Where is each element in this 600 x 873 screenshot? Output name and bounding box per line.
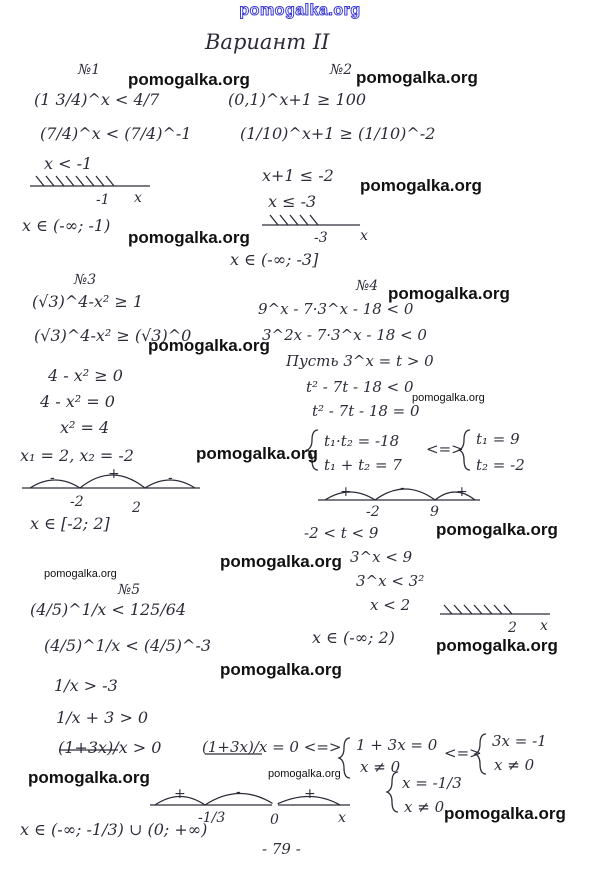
p3-line-2: (√3)^4-x² ≥ (√3)^0 [34,326,192,345]
p4-axis: x [540,618,548,634]
watermark: pomogalka.org [268,768,341,780]
p4-line-3: Пусть 3^x = t > 0 [286,352,434,370]
p4-equiv: <=> [426,440,464,458]
p1-hatching [36,176,114,186]
p3-point-right: 2 [132,500,141,516]
p2-line-4: x ≤ -3 [268,192,317,211]
watermark: pomogalka.org [128,70,250,89]
p2-label: №2 [330,62,353,78]
p3-point-left: -2 [70,494,84,510]
p5-system-4: x ≠ 0 [494,756,535,774]
p4-line-4: t² - 7t - 18 < 0 [306,378,414,396]
p1-line-1: (1 3/4)^x < 4/7 [34,90,160,109]
watermark: pomogalka.org [220,552,342,571]
p5-sign-2: - [236,784,241,800]
p3-line-1: (√3)^4-x² ≥ 1 [32,292,144,311]
p1-axis: x [134,190,142,206]
p1-line-2: (7/4)^x < (7/4)^-1 [40,124,192,143]
p4-sign-2: - [400,480,405,496]
p4-line-2: 3^2x - 7·3^x - 18 < 0 [262,326,427,344]
p2-hatching [270,215,318,225]
p4-root-2: t₂ = -2 [476,456,525,474]
p4-point: 2 [508,620,517,636]
p5-sign-1: + [174,786,186,802]
p5-axis: x [338,810,346,826]
p3-sign-1: - [50,470,55,486]
p5-system-2: x ≠ 0 [360,758,401,776]
p3-sign-3: - [168,470,173,486]
p5-system-6: x ≠ 0 [404,798,445,816]
p4-answer: x ∈ (-∞; 2) [312,628,395,647]
p4-line-5: t² - 7t - 18 = 0 [312,402,420,420]
p5-line-3: 1/x > -3 [54,676,118,695]
watermark: pomogalka.org [148,336,270,355]
p5-point-right: 0 [270,812,279,828]
p3-label: №3 [74,272,97,288]
p4-point-left: -2 [366,504,380,520]
p4-system-2: t₁ + t₂ = 7 [324,456,402,474]
p5-system-1: 1 + 3x = 0 [356,736,438,754]
p5-line-1: (4/5)^1/x < 125/64 [30,600,187,619]
header-watermark: pomogalka.org [239,2,361,19]
p1-label: №1 [78,62,101,78]
watermark: pomogalka.org [220,660,342,679]
p4-line-8: 3^x < 3² [356,572,425,590]
p5-line-5: (1+3x)/x > 0 [58,738,162,757]
watermark: pomogalka.org [436,520,558,539]
p5-system-3: 3x = -1 [492,732,547,750]
p5-line-6: (1+3x)/x = 0 <=> [202,738,342,756]
p3-line-3: 4 - x² ≥ 0 [48,366,123,385]
p3-sign-2: + [108,466,120,482]
page-number: - 79 - [262,840,301,858]
watermark: pomogalka.org [44,568,117,580]
p5-system-5: x = -1/3 [402,774,462,792]
watermark: pomogalka.org [444,804,566,823]
p4-label: №4 [356,278,379,294]
watermark: pomogalka.org [196,444,318,463]
watermark: pomogalka.org [360,176,482,195]
p4-point-right: 9 [430,504,439,520]
p4-sign-1: + [340,484,352,500]
p1-line-3: x < -1 [44,154,93,173]
p4-system-1: t₁·t₂ = -18 [324,432,400,450]
variant-title: Вариант II [205,30,330,54]
watermark: pomogalka.org [128,228,250,247]
p2-axis: x [360,228,368,244]
p5-line-4: 1/x + 3 > 0 [56,708,149,727]
p4-line-9: x < 2 [370,596,411,614]
p3-answer: x ∈ [-2; 2] [30,514,110,533]
p5-equiv: <=> [444,744,482,762]
watermark: pomogalka.org [388,284,510,303]
watermark: pomogalka.org [356,68,478,87]
p4-line-1: 9^x - 7·3^x - 18 < 0 [258,300,414,318]
watermark: pomogalka.org [412,392,485,404]
p2-line-3: x+1 ≤ -2 [262,166,334,185]
p2-line-2: (1/10)^x+1 ≥ (1/10)^-2 [240,124,436,143]
p5-sign-3: + [304,786,316,802]
p2-line-1: (0,1)^x+1 ≥ 100 [228,90,367,109]
watermark: pomogalka.org [28,768,150,787]
p3-line-5: x² = 4 [60,418,110,437]
p4-sign-3: + [456,484,468,500]
watermark: pomogalka.org [436,636,558,655]
p5-open-point [272,802,278,808]
p4-line-7: 3^x < 9 [350,548,413,566]
p4-line-6: -2 < t < 9 [304,524,379,542]
p5-answer: x ∈ (-∞; -1/3) ∪ (0; +∞) [20,820,208,839]
p1-point: -1 [96,192,110,208]
p5-brace-3 [387,772,398,812]
p3-line-4: 4 - x² = 0 [40,392,115,411]
p1-answer: x ∈ (-∞; -1) [22,216,111,235]
p5-label: №5 [118,582,141,598]
p5-line-2: (4/5)^1/x < (4/5)^-3 [44,636,212,655]
p4-hatching [444,605,512,614]
p5-point-left: -1/3 [198,810,226,826]
p3-line-6: x₁ = 2, x₂ = -2 [20,446,134,465]
p4-root-1: t₁ = 9 [476,430,520,448]
p2-point: -3 [314,230,328,246]
p2-answer: x ∈ (-∞; -3] [230,250,319,269]
